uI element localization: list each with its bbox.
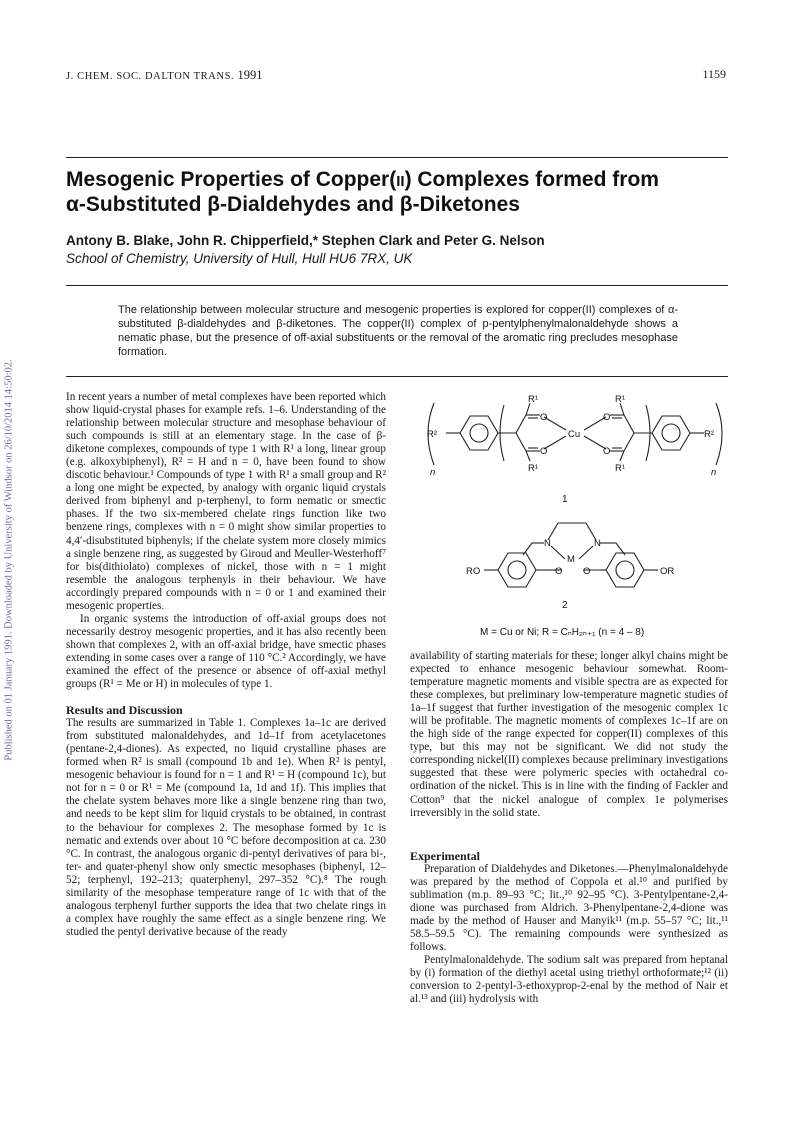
- oxygen-label: O: [540, 446, 548, 457]
- copper-label: Cu: [568, 429, 581, 440]
- page-number: 1159: [702, 67, 726, 81]
- oxygen-label: O: [583, 566, 591, 577]
- nitrogen-label: N: [594, 538, 601, 549]
- figure-caption: M = Cu or Ni; R = CₙH₂ₙ₊₁ (n = 4 – 8): [480, 627, 645, 638]
- article-title: [66, 168, 731, 216]
- download-watermark: [2, 170, 16, 950]
- journal-year: 1991: [237, 68, 263, 82]
- experimental-paragraph-2: Pentylmalonaldehyde. The sodium salt was prepared from heptanal by (i) formation of the diethyl acetal using triethyl orthoformate;¹² (ii) conversion to 2-pentyl-3-ethoxyprop-2-enal by the method of Nair et al.¹³ and (iii) hydrolysis with: [410, 953, 728, 1006]
- affiliation: School of Chemistry, University of Hull, Hull HU6 7RX, UK: [66, 251, 413, 266]
- r2-label: R²: [427, 429, 438, 440]
- r1-label: R¹: [615, 395, 626, 405]
- results-paragraph-1: The results are summarized in Table 1. Complexes 1a–1c are derived from substituted malonaldehydes, and 1d–1f from acetylacetones (pentane-2,4-diones). As expected, no liquid crystalline phases are formed when R² is small (compound 1b and 1e). When R² is pentyl, mesogenic behaviour is found for n = 1 and R¹ = H (compound 1c), but not for n = 0 or R¹ = Me (compound 1a, 1d and 1f). This implies that the chelate system behaves more like a single benzene ring than two, and needs to be kept slim for liquid crystals to be obtained, in contrast to the behaviour for complexes 2. The mesophase formed by 1c is nematic and extends over about 10 °C before decomposition at ca. 230 °C. In contrast, the analogous organic di-pentyl derivatives of para bi-, ter- and quater-phenyl show only smectic mesophases (biphenyl, 12–52; terphenyl, 192–213; quaterphenyl, 297–352 °C).⁸ The rough similarity of the mesophase temperature range of 1c with that of the analogous terphenyl further supports the idea that two chelate rings in a complex have roughly the same effect as a single benzene ring. We studied the pentyl derivative because of the ready: [66, 717, 386, 938]
- alkoxy-label: OR: [660, 566, 675, 577]
- running-head: [66, 68, 263, 83]
- journal-name: J. CHEM. SOC. DALTON TRANS.: [66, 71, 235, 82]
- abstract: The relationship between molecular structure and mesogenic properties is explored for copper(II) complexes of α-substituted β-dialdehydes and β-diketones. The copper(II) complex of p-pentylphenylmalonaldehyde shows a nematic phase, but the presence of off-axial substituents or the removal of the aromatic ring precludes mesophase formation.: [118, 304, 678, 358]
- experimental-paragraph-1: Preparation of Dialdehydes and Diketones.—Phenylmalonaldehyde was prepared by the method of Coppola et al.¹⁰ and purified by sublimation (m.p. 89–93 °C; lit.,¹⁰ 92–95 °C). 3-Pentylpentane-2,4-dione was purchased from Aldrich. 3-Phenylpentane-2,4-dione was made by the method of Hauser and Manyik¹¹ (m.p. 55–57 °C; lit.,¹¹ 58.5–59.5 °C). The remaining compounds were synthesized as follows.: [410, 862, 728, 953]
- abstract-top-rule: [66, 285, 728, 286]
- oxygen-label: O: [540, 412, 548, 423]
- structure-figure: [420, 395, 730, 640]
- intro-paragraph-2: In organic systems the introduction of off-axial groups does not necessarily destroy mesogenic properties, and it has also recently been shown that complexes 2, with an off-axial bridge, have smectic phases extending in some cases over a range of 110 °C.² Accordingly, we have examined the effect of the presence or absence of off-axial methyl groups (R¹ = Me or H) in molecules of type 1.: [66, 612, 386, 691]
- compound-1-label: 1: [562, 494, 568, 505]
- alkoxy-label: RO: [466, 566, 481, 577]
- repeat-n-label: n: [711, 467, 717, 478]
- r1-label: R¹: [528, 395, 539, 405]
- download-watermark-text: Published on 01 January 1991. Downloaded by University of Windsor on 26/10/2014 14:50:02.: [3, 359, 15, 761]
- discussion-paragraph: availability of starting materials for these; longer alkyl chains might be expected to enhance mesogenic behaviour somewhat. Room-temperature magnetic moments and visible spectra are as expected for these complexes, but preliminary low-temperature magnetic studies of 1a–1f suggest that further investigation of the mesogenic complex 1c will be profitable. The magnetic moments of complexes 1c–1f are on the high side of the range expected for copper(II) complexes of this type, but this may not be significant. We did not study the corresponding nickel(II) complexes because preliminary investigations suggested that these were polymeric species with octahedral co-ordination of the nickel. This is in line with the finding of Fackler and Cotton⁹ that the nickel analogue of complex 1e polymerises irreversibly in the solid state.: [410, 650, 728, 819]
- header-rule: [66, 157, 728, 158]
- title-line-2: α-Substituted β-Dialdehydes and β-Diketones: [66, 193, 520, 216]
- oxygen-label: O: [555, 566, 563, 577]
- experimental-heading: Experimental: [410, 848, 480, 863]
- compound-2-label: 2: [562, 600, 568, 611]
- repeat-n-label: n: [430, 467, 436, 478]
- right-column: [410, 650, 728, 1006]
- oxidation-state: II: [396, 173, 405, 190]
- nitrogen-label: N: [544, 538, 551, 549]
- oxygen-label: O: [603, 412, 611, 423]
- r2-label: R²: [704, 429, 715, 440]
- title-line-1: Mesogenic Properties of Copper(II) Complexes formed from: [66, 168, 659, 191]
- abstract-bottom-rule: [66, 376, 728, 377]
- results-heading: Results and Discussion: [66, 703, 183, 718]
- oxygen-label: O: [603, 446, 611, 457]
- left-column: [66, 391, 386, 939]
- chemical-structures: [420, 395, 730, 640]
- r1-label: R¹: [528, 463, 539, 474]
- metal-label: M: [567, 554, 575, 565]
- intro-paragraph-1: In recent years a number of metal complexes have been reported which show liquid-crystal phases for example refs. 1–6. Understanding of the relationship between molecular structure and mesophase behaviour of such compounds is still at an elementary stage. In the case of β-diketone complexes, compounds of type 1 with R¹ a long, linear group (e.g. alkoxybiphenyl), R² = H and n = 0, have been found to show discotic behaviour.¹ Compounds of type 1 with R¹ a small group and R² a long one might be expected, by analogy with organic liquid crystals derived from biphenyl and p-terphenyl, to form nematic or smectic phases. If the two six-membered chelate rings function like two benzene rings, complexes with n = 0 might show similar properties to 4,4′-disubstituted biphenyls; if the chelate system more closely mimics a single benzene ring, as suggested by Giroud and Meuller-Westerhoff⁷ for bis(dithiolato) complexes of nickel, those with n = 1 might resemble the analogous terphenyls in their behaviour. We have accordingly prepared compounds with n = 0 or 1 and examined their mesogenic properties.: [66, 391, 386, 612]
- author-list: Antony B. Blake, John R. Chipperfield,* Stephen Clark and Peter G. Nelson: [66, 233, 545, 248]
- r1-label: R¹: [615, 463, 626, 474]
